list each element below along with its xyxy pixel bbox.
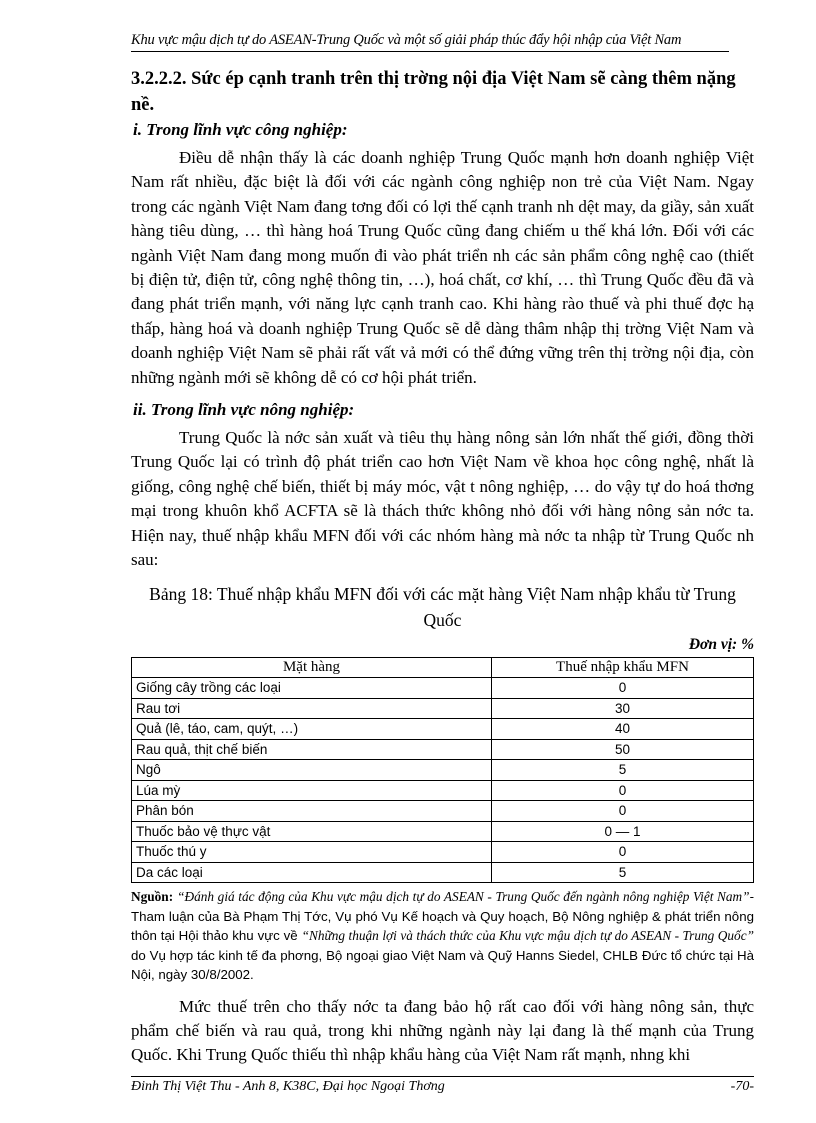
item-cell: Phân bón bbox=[132, 801, 492, 822]
table-title: Bảng 18: Thuế nhập khẩu MFN đối với các mặt hàng Việt Nam nhập khẩu từ Trung Quốc bbox=[149, 583, 736, 630]
page-content bbox=[131, 66, 754, 1076]
source-text-2: do Vụ hợp tác kinh tế đa phơng, Bộ ngoại giao Việt Nam và Quỹ Hanns Siedel, CHLB Đức tổ chức tại Hà Nội, ngày 30/8/2002. bbox=[131, 947, 754, 982]
source-workshop: “Những thuận lợi và thách thức của Khu vực mậu dịch tự do ASEAN - Trung Quốc” bbox=[301, 928, 754, 943]
tariff-cell: 0 bbox=[492, 780, 754, 801]
table-row bbox=[132, 862, 754, 883]
closing-paragraph: Mức thuế trên cho thấy nớc ta đang bảo hộ rất cao đối với hàng nông sản, thực phẩm chế biến và rau quả, trong khi những ngành này lại đang là thế mạnh của Trung Quốc. Khi Trung Quốc thiếu thì nhập khẩu hàng của Việt Nam rất mạnh, nhng khi bbox=[131, 996, 754, 1065]
agriculture-paragraph: Trung Quốc là nớc sản xuất và tiêu thụ hàng nông sản lớn nhất thế giới, đồng thời Trung Quốc lại có trình độ phát triển cao hơn Việt Nam về khoa học công nghệ, nhất là giống, công nghệ chế biến, thiết bị máy móc, vật t nông nghiệp, … do vậy tự do hoá thơng mại trong khuôn khổ ACFTA sẽ là thách thức không nhỏ đối với hàng nông sản nớc ta. Hiện nay, thuế nhập khẩu MFN đối với các nhóm hàng mà nớc ta nhập từ Trung Quốc nh sau: bbox=[131, 428, 754, 570]
tariff-cell: 0 bbox=[492, 801, 754, 822]
tariff-cell: 40 bbox=[492, 719, 754, 740]
column-header-tariff: Thuế nhập khẩu MFN bbox=[492, 657, 754, 678]
industry-heading: i. Trong lĩnh vực công nghiệp: bbox=[133, 120, 348, 139]
item-cell: Lúa mỳ bbox=[132, 780, 492, 801]
tariff-cell: 5 bbox=[492, 760, 754, 781]
item-cell: Thuốc bảo vệ thực vật bbox=[132, 821, 492, 842]
item-cell: Quả (lê, táo, cam, quýt, …) bbox=[132, 719, 492, 740]
item-cell: Rau tơi bbox=[132, 698, 492, 719]
table-row bbox=[132, 739, 754, 760]
table-row bbox=[132, 821, 754, 842]
industry-paragraph: Điều dễ nhận thấy là các doanh nghiệp Trung Quốc mạnh hơn doanh nghiệp Việt Nam rất nhiều, đặc biệt là đối với các ngành công nghiệp non trẻ của Việt Nam. Ngay trong các ngành Việt Nam đang tơng đối có lợi thế cạnh tranh nh dệt may, da giầy, sản xuất hàng tiêu dùng, … thì hàng hoá Trung Quốc cũng đang chiếm u thế khá lớn. Đối với các ngành Việt Nam đang mong muốn đi vào phát triển nh các sản phẩm công nghệ cao (thiết bị điện tử, điện tử, công nghệ thông tin, …), hoá chất, cơ khí, … thì Trung Quốc đều đã và đang phát triển mạnh, với năng lực cạnh tranh cao. Khi hàng rào thuế và phi thuế đợc hạ thấp, hàng hoá và doanh nghiệp Trung Quốc sẽ dễ dàng thâm nhập thị trờng Việt Nam và doanh nghiệp Việt Nam sẽ phải rất vất vả mới có thể đứng vững trên thị trờng nội địa, còn những ngành mới sẽ không dễ có cơ hội phát triển. bbox=[131, 148, 754, 387]
tariff-table bbox=[131, 657, 754, 884]
page-number: -70- bbox=[730, 1079, 754, 1094]
table-row bbox=[132, 760, 754, 781]
tariff-cell: 30 bbox=[492, 698, 754, 719]
item-cell: Thuốc thú y bbox=[132, 842, 492, 863]
running-header: Khu vực mậu dịch tự do ASEAN-Trung Quốc và một số giải pháp thúc đẩy hội nhập của Việt Nam bbox=[131, 32, 729, 52]
tariff-cell: 0 bbox=[492, 842, 754, 863]
table-row bbox=[132, 678, 754, 699]
item-cell: Rau quả, thịt chế biến bbox=[132, 739, 492, 760]
source-title: “Đánh giá tác động của Khu vực mậu dịch tự do ASEAN - Trung Quốc đến ngành nông nghiệp Việt Nam” bbox=[177, 889, 750, 904]
column-header-item: Mặt hàng bbox=[132, 657, 492, 678]
tariff-cell: 50 bbox=[492, 739, 754, 760]
agriculture-heading: ii. Trong lĩnh vực nông nghiệp: bbox=[133, 400, 355, 420]
table-row bbox=[132, 698, 754, 719]
section-title: 3.2.2.2. Sức ép cạnh tranh trên thị trờng nội địa Việt Nam sẽ càng thêm nặng nề. bbox=[131, 69, 736, 115]
tariff-cell: 5 bbox=[492, 862, 754, 883]
tariff-cell: 0 — 1 bbox=[492, 821, 754, 842]
page-footer bbox=[131, 1076, 754, 1095]
table-row bbox=[132, 719, 754, 740]
source-label: Nguồn: bbox=[131, 889, 174, 904]
table-header-row bbox=[132, 657, 754, 678]
item-cell: Giống cây trồng các loại bbox=[132, 678, 492, 699]
table-row bbox=[132, 842, 754, 863]
item-cell: Ngô bbox=[132, 760, 492, 781]
table-unit: Đơn vị: % bbox=[688, 635, 754, 653]
footer-author: Đinh Thị Việt Thu - Anh 8, K38C, Đại học Ngoại Thơng bbox=[131, 1079, 445, 1094]
source-note bbox=[131, 887, 754, 985]
item-cell: Da các loại bbox=[132, 862, 492, 883]
source-text-1: - Tham luận của Bà Phạm Thị Tớc, Vụ phó Vụ Kế hoạch và Quy hoạch, Bộ Nông nghiệp & phát triển nông thôn tại Hội thảo khu vực về bbox=[131, 889, 754, 943]
table-row bbox=[132, 780, 754, 801]
table-row bbox=[132, 801, 754, 822]
tariff-cell: 0 bbox=[492, 678, 754, 699]
